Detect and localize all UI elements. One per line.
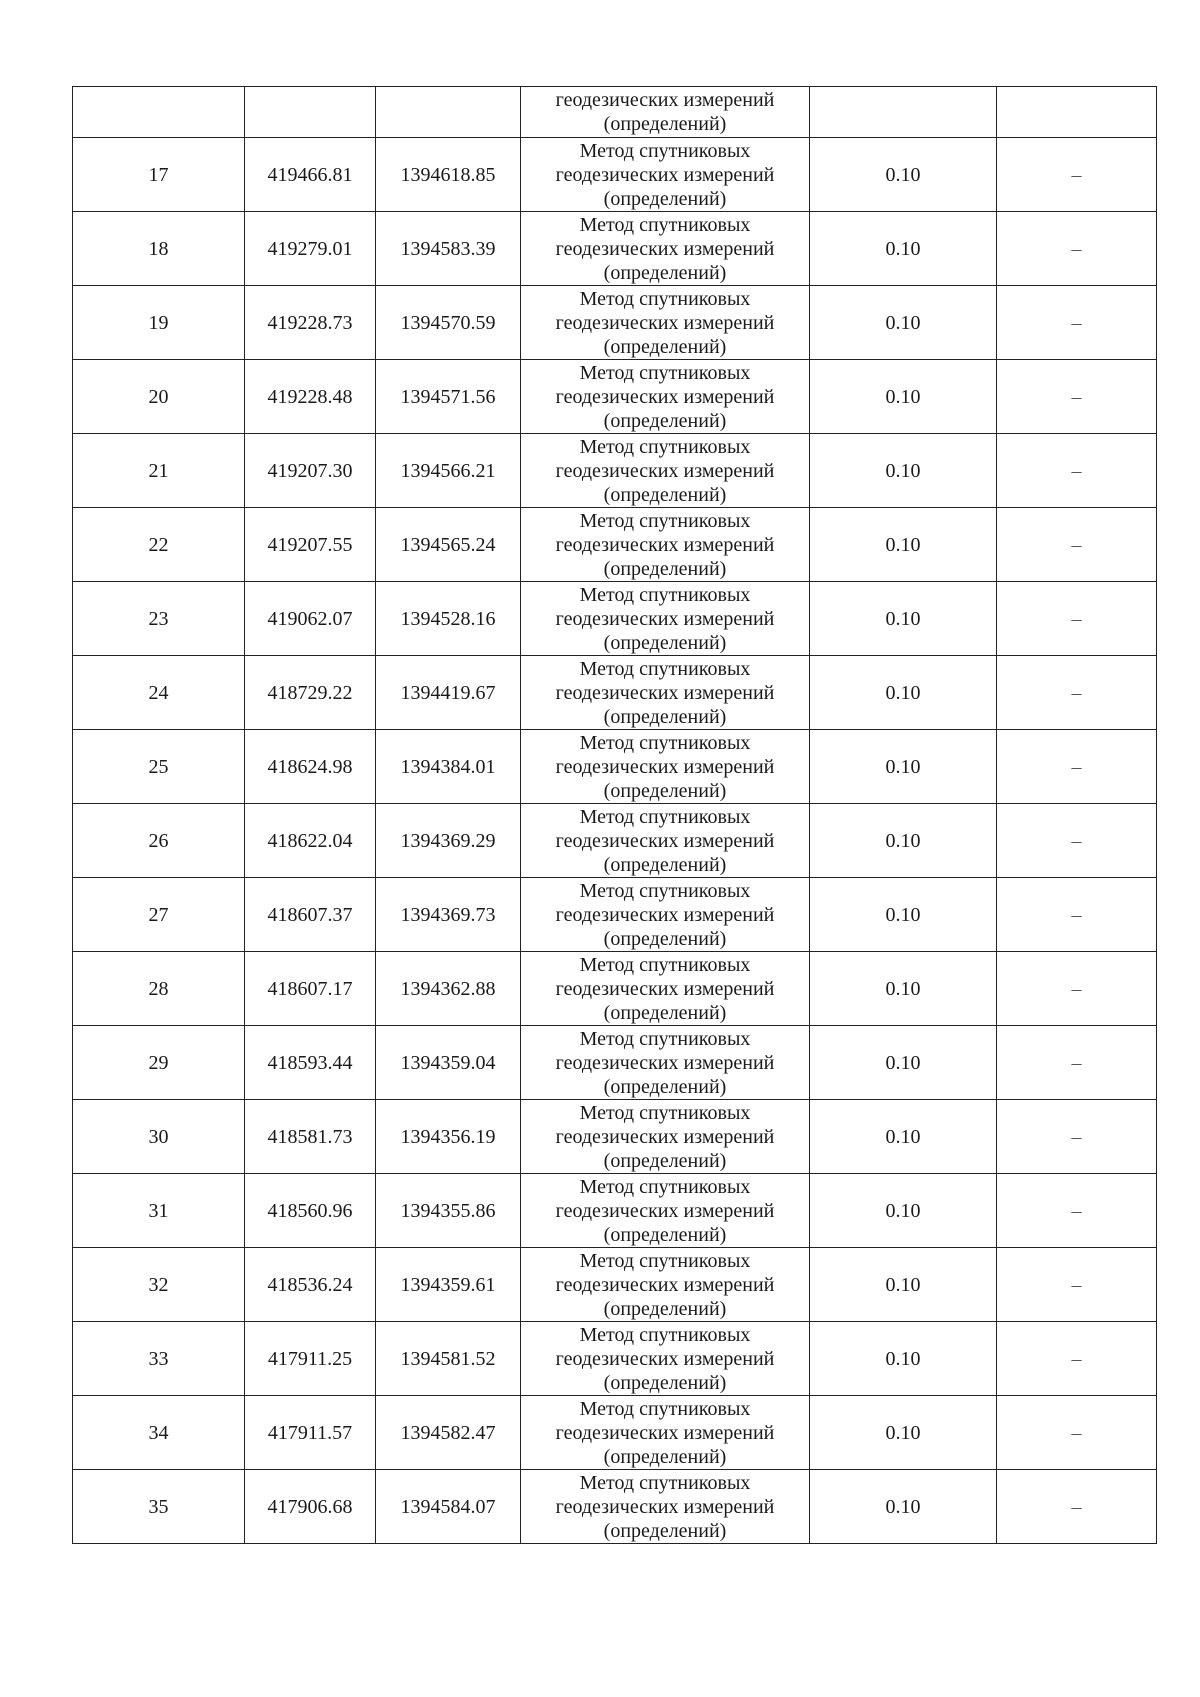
note-cell: –: [997, 582, 1157, 656]
method-line: геодезических измерений: [555, 1421, 775, 1444]
point-number-cell: 32: [73, 1248, 245, 1322]
method-line: геодезических измерений: [555, 1495, 775, 1518]
method-line: (определений): [603, 1371, 727, 1394]
method-line: (определений): [603, 1075, 727, 1098]
coordinates-table: [72, 86, 1157, 1544]
x-coordinate-cell: 419466.81: [245, 138, 376, 212]
method-cell: [521, 656, 810, 730]
accuracy-cell: 0.10: [810, 952, 997, 1026]
note-cell: –: [997, 1470, 1157, 1544]
table-row: [73, 212, 1157, 286]
y-coordinate-cell: 1394356.19: [376, 1100, 521, 1174]
method-line: геодезических измерений: [555, 89, 775, 111]
accuracy-cell: 0.10: [810, 138, 997, 212]
x-coordinate-cell: [245, 87, 376, 138]
method-cell: [521, 508, 810, 582]
x-coordinate-cell: 418536.24: [245, 1248, 376, 1322]
method-line: геодезических измерений: [555, 1199, 775, 1222]
method-line: Метод спутниковых: [579, 953, 751, 976]
accuracy-cell: 0.10: [810, 1174, 997, 1248]
method-cell: [521, 1026, 810, 1100]
accuracy-cell: 0.10: [810, 212, 997, 286]
method-cell: [521, 1396, 810, 1470]
method-cell: [521, 952, 810, 1026]
y-coordinate-cell: 1394581.52: [376, 1322, 521, 1396]
method-cell: [521, 582, 810, 656]
x-coordinate-cell: 418729.22: [245, 656, 376, 730]
accuracy-cell: 0.10: [810, 804, 997, 878]
y-coordinate-cell: 1394369.73: [376, 878, 521, 952]
note-cell: [997, 87, 1157, 138]
method-line: (определений): [603, 705, 727, 728]
x-coordinate-cell: 418622.04: [245, 804, 376, 878]
method-cell: [521, 730, 810, 804]
note-cell: –: [997, 360, 1157, 434]
method-line: геодезических измерений: [555, 681, 775, 704]
method-line: Метод спутниковых: [579, 1101, 751, 1124]
point-number-cell: 17: [73, 138, 245, 212]
method-cell: [521, 1470, 810, 1544]
point-number-cell: 21: [73, 434, 245, 508]
method-cell: [521, 360, 810, 434]
method-cell: [521, 212, 810, 286]
table-row: [73, 360, 1157, 434]
accuracy-cell: 0.10: [810, 656, 997, 730]
method-cell: [521, 87, 810, 138]
accuracy-cell: [810, 87, 997, 138]
x-coordinate-cell: 417911.57: [245, 1396, 376, 1470]
y-coordinate-cell: 1394528.16: [376, 582, 521, 656]
y-coordinate-cell: 1394369.29: [376, 804, 521, 878]
note-cell: –: [997, 1396, 1157, 1470]
x-coordinate-cell: 419279.01: [245, 212, 376, 286]
method-line: (определений): [603, 261, 727, 284]
table-row: [73, 730, 1157, 804]
method-line: геодезических измерений: [555, 237, 775, 260]
y-coordinate-cell: 1394362.88: [376, 952, 521, 1026]
x-coordinate-cell: 418624.98: [245, 730, 376, 804]
x-coordinate-cell: 419207.55: [245, 508, 376, 582]
method-line: геодезических измерений: [555, 459, 775, 482]
x-coordinate-cell: 418593.44: [245, 1026, 376, 1100]
y-coordinate-cell: 1394355.86: [376, 1174, 521, 1248]
point-number-cell: 33: [73, 1322, 245, 1396]
point-number-cell: 28: [73, 952, 245, 1026]
note-cell: –: [997, 656, 1157, 730]
x-coordinate-cell: 417906.68: [245, 1470, 376, 1544]
x-coordinate-cell: 418607.37: [245, 878, 376, 952]
note-cell: –: [997, 1100, 1157, 1174]
note-cell: –: [997, 1322, 1157, 1396]
method-line: геодезических измерений: [555, 829, 775, 852]
method-cell: [521, 286, 810, 360]
method-line: Метод спутниковых: [579, 139, 751, 162]
method-line: Метод спутниковых: [579, 509, 751, 532]
accuracy-cell: 0.10: [810, 360, 997, 434]
note-cell: –: [997, 952, 1157, 1026]
point-number-cell: 18: [73, 212, 245, 286]
method-cell: [521, 138, 810, 212]
point-number-cell: 25: [73, 730, 245, 804]
accuracy-cell: 0.10: [810, 878, 997, 952]
table-row: [73, 1248, 1157, 1322]
method-line: (определений): [603, 1519, 727, 1542]
continuation-row: [73, 87, 1157, 138]
point-number-cell: [73, 87, 245, 138]
method-line: Метод спутниковых: [579, 879, 751, 902]
method-cell: [521, 434, 810, 508]
method-cell: [521, 1174, 810, 1248]
y-coordinate-cell: 1394384.01: [376, 730, 521, 804]
note-cell: –: [997, 730, 1157, 804]
table-row: [73, 656, 1157, 730]
method-line: геодезических измерений: [555, 903, 775, 926]
method-line: Метод спутниковых: [579, 1027, 751, 1050]
table-row: [73, 138, 1157, 212]
table-row: [73, 804, 1157, 878]
method-line: геодезических измерений: [555, 977, 775, 1000]
method-line: (определений): [603, 557, 727, 580]
note-cell: –: [997, 1248, 1157, 1322]
y-coordinate-cell: 1394359.61: [376, 1248, 521, 1322]
table-row: [73, 1470, 1157, 1544]
y-coordinate-cell: 1394565.24: [376, 508, 521, 582]
method-cell: [521, 804, 810, 878]
note-cell: –: [997, 286, 1157, 360]
point-number-cell: 24: [73, 656, 245, 730]
y-coordinate-cell: 1394570.59: [376, 286, 521, 360]
point-number-cell: 20: [73, 360, 245, 434]
table-row: [73, 508, 1157, 582]
note-cell: –: [997, 1026, 1157, 1100]
table-row: [73, 286, 1157, 360]
y-coordinate-cell: 1394584.07: [376, 1470, 521, 1544]
table-row: [73, 878, 1157, 952]
method-line: (определений): [603, 631, 727, 654]
accuracy-cell: 0.10: [810, 1322, 997, 1396]
method-line: Метод спутниковых: [579, 805, 751, 828]
method-line: (определений): [603, 1445, 727, 1468]
y-coordinate-cell: 1394566.21: [376, 434, 521, 508]
method-line: геодезических измерений: [555, 533, 775, 556]
y-coordinate-cell: 1394571.56: [376, 360, 521, 434]
method-line: (определений): [603, 1297, 727, 1320]
table-row: [73, 582, 1157, 656]
method-cell: [521, 1100, 810, 1174]
method-cell: [521, 1248, 810, 1322]
accuracy-cell: 0.10: [810, 1396, 997, 1470]
method-cell: [521, 878, 810, 952]
table-body: [73, 87, 1157, 1544]
note-cell: –: [997, 804, 1157, 878]
method-line: Метод спутниковых: [579, 1249, 751, 1272]
point-number-cell: 31: [73, 1174, 245, 1248]
x-coordinate-cell: 418607.17: [245, 952, 376, 1026]
x-coordinate-cell: 418560.96: [245, 1174, 376, 1248]
method-line: Метод спутниковых: [579, 213, 751, 236]
y-coordinate-cell: 1394359.04: [376, 1026, 521, 1100]
method-line: геодезических измерений: [555, 1347, 775, 1370]
method-line: Метод спутниковых: [579, 1397, 751, 1420]
note-cell: –: [997, 212, 1157, 286]
method-line: геодезических измерений: [555, 755, 775, 778]
y-coordinate-cell: 1394618.85: [376, 138, 521, 212]
method-line: (определений): [603, 335, 727, 358]
note-cell: –: [997, 878, 1157, 952]
method-line: Метод спутниковых: [579, 731, 751, 754]
table-row: [73, 1100, 1157, 1174]
y-coordinate-cell: 1394583.39: [376, 212, 521, 286]
table-row: [73, 1322, 1157, 1396]
x-coordinate-cell: 419207.30: [245, 434, 376, 508]
point-number-cell: 22: [73, 508, 245, 582]
method-line: Метод спутниковых: [579, 435, 751, 458]
accuracy-cell: 0.10: [810, 1248, 997, 1322]
method-line: геодезических измерений: [555, 1125, 775, 1148]
table-row: [73, 1174, 1157, 1248]
method-line: (определений): [603, 1001, 727, 1024]
y-coordinate-cell: 1394419.67: [376, 656, 521, 730]
x-coordinate-cell: 419228.48: [245, 360, 376, 434]
method-line: геодезических измерений: [555, 311, 775, 334]
method-line: геодезических измерений: [555, 1273, 775, 1296]
method-line: (определений): [603, 187, 727, 210]
note-cell: –: [997, 138, 1157, 212]
method-line: (определений): [603, 1149, 727, 1172]
point-number-cell: 30: [73, 1100, 245, 1174]
point-number-cell: 19: [73, 286, 245, 360]
method-line: (определений): [603, 483, 727, 506]
table-row: [73, 1396, 1157, 1470]
note-cell: –: [997, 508, 1157, 582]
x-coordinate-cell: 419062.07: [245, 582, 376, 656]
method-line: Метод спутниковых: [579, 1471, 751, 1494]
method-line: (определений): [603, 927, 727, 950]
point-number-cell: 23: [73, 582, 245, 656]
y-coordinate-cell: 1394582.47: [376, 1396, 521, 1470]
note-cell: –: [997, 1174, 1157, 1248]
method-line: Метод спутниковых: [579, 1323, 751, 1346]
method-line: геодезических измерений: [555, 163, 775, 186]
accuracy-cell: 0.10: [810, 730, 997, 804]
point-number-cell: 27: [73, 878, 245, 952]
accuracy-cell: 0.10: [810, 286, 997, 360]
accuracy-cell: 0.10: [810, 1470, 997, 1544]
y-coordinate-cell: [376, 87, 521, 138]
note-cell: –: [997, 434, 1157, 508]
method-line: (определений): [603, 113, 727, 135]
method-line: (определений): [603, 1223, 727, 1246]
method-line: (определений): [603, 409, 727, 432]
method-line: геодезических измерений: [555, 1051, 775, 1074]
point-number-cell: 29: [73, 1026, 245, 1100]
accuracy-cell: 0.10: [810, 582, 997, 656]
method-cell: [521, 1322, 810, 1396]
method-line: (определений): [603, 853, 727, 876]
method-line: Метод спутниковых: [579, 657, 751, 680]
point-number-cell: 34: [73, 1396, 245, 1470]
point-number-cell: 26: [73, 804, 245, 878]
method-line: Метод спутниковых: [579, 287, 751, 310]
table-row: [73, 434, 1157, 508]
x-coordinate-cell: 419228.73: [245, 286, 376, 360]
x-coordinate-cell: 417911.25: [245, 1322, 376, 1396]
table-row: [73, 952, 1157, 1026]
method-line: Метод спутниковых: [579, 583, 751, 606]
method-line: геодезических измерений: [555, 607, 775, 630]
method-line: (определений): [603, 779, 727, 802]
table-row: [73, 1026, 1157, 1100]
accuracy-cell: 0.10: [810, 508, 997, 582]
point-number-cell: 35: [73, 1470, 245, 1544]
accuracy-cell: 0.10: [810, 1026, 997, 1100]
x-coordinate-cell: 418581.73: [245, 1100, 376, 1174]
method-line: Метод спутниковых: [579, 361, 751, 384]
accuracy-cell: 0.10: [810, 434, 997, 508]
method-line: Метод спутниковых: [579, 1175, 751, 1198]
accuracy-cell: 0.10: [810, 1100, 997, 1174]
method-line: геодезических измерений: [555, 385, 775, 408]
